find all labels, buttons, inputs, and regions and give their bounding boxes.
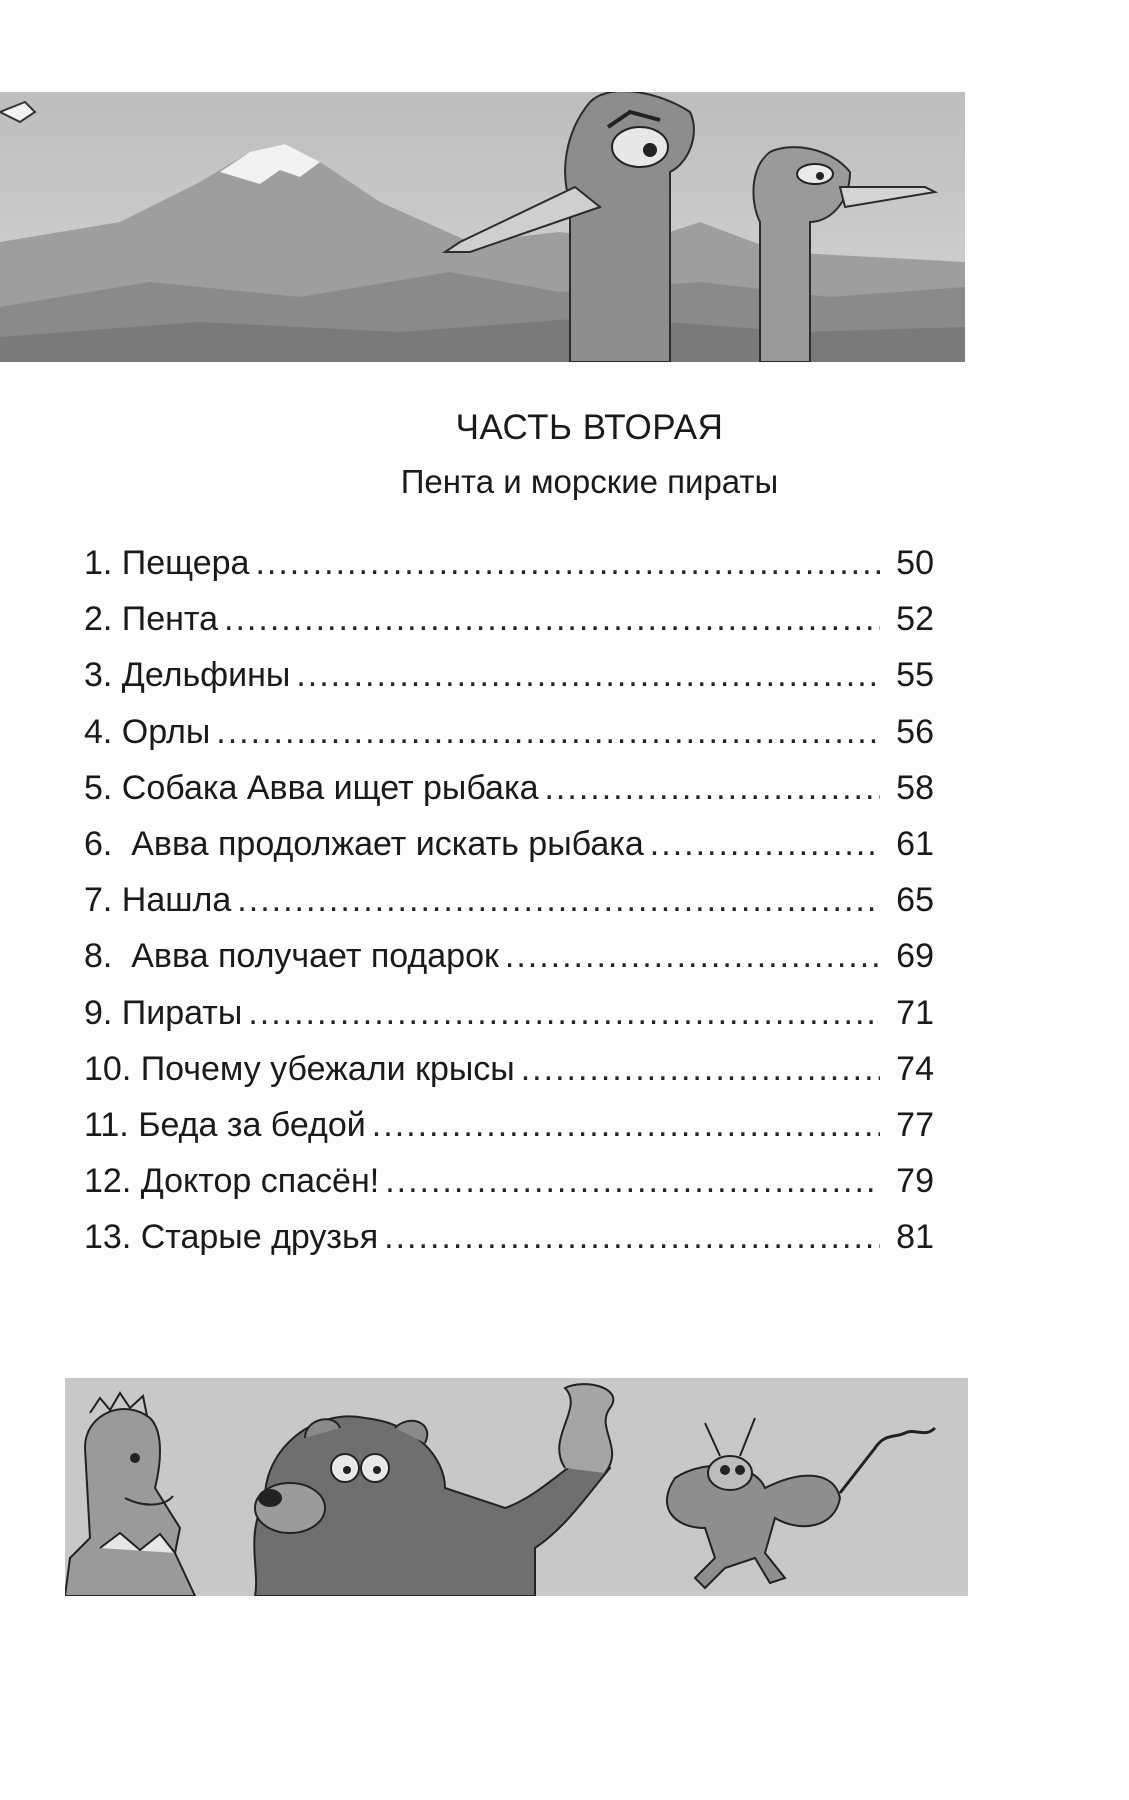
toc-entry-page: 55	[896, 656, 934, 695]
toc-entry	[84, 1041, 934, 1097]
dot-leader	[385, 1153, 880, 1209]
toc-entry-title: 6. Авва продолжает искать рыбака	[84, 824, 644, 863]
toc-entry-page: 50	[896, 544, 934, 582]
bottom-illustration	[65, 1378, 968, 1596]
dot-leader	[248, 985, 880, 1041]
toc-entry-page: 77	[896, 1105, 934, 1144]
toc-entry-page: 52	[896, 600, 934, 639]
toc-entry-page: 69	[896, 937, 934, 976]
toc-entry	[84, 704, 934, 760]
dot-leader	[505, 928, 880, 984]
toc-entry	[84, 985, 934, 1041]
toc-entry-page: 71	[896, 993, 934, 1032]
toc-entry	[84, 928, 934, 984]
toc-entry-title: 11. Беда за бедой	[84, 1105, 366, 1144]
part-title: ЧАСТЬ ВТОРАЯ	[455, 408, 724, 447]
toc-entry-page: 79	[896, 1162, 934, 1201]
toc-entry	[84, 760, 934, 816]
toc-entry	[84, 1097, 934, 1153]
toc-entry-title: 4. Орлы	[84, 712, 211, 751]
dot-leader	[224, 591, 880, 647]
dot-leader	[372, 1097, 880, 1153]
toc-entry-page: 56	[896, 712, 934, 751]
dot-leader	[255, 535, 880, 591]
toc-entry-page: 81	[896, 1218, 934, 1257]
toc-entry-page: 65	[896, 881, 934, 920]
toc-entry-title: 5. Собака Авва ищет рыбака	[84, 768, 539, 807]
toc-entry	[84, 1209, 934, 1265]
dot-leader	[216, 704, 880, 760]
toc-entry-title: 13. Старые друзья	[84, 1218, 379, 1257]
toc-entry	[84, 647, 934, 703]
dot-leader	[650, 816, 880, 872]
dot-leader	[544, 760, 880, 816]
dot-leader	[296, 647, 880, 703]
part-subtitle: Пента и морские пираты	[400, 463, 779, 500]
dot-leader	[521, 1041, 880, 1097]
toc-entry-title: 10. Почему убежали крысы	[84, 1049, 515, 1088]
toc-entry	[84, 1153, 934, 1209]
toc-entry-page: 74	[896, 1049, 934, 1088]
toc-entry	[84, 535, 934, 591]
toc-entry	[84, 816, 934, 872]
toc-entry-page: 58	[896, 768, 934, 807]
toc-entry-title: 1. Пещера	[84, 544, 250, 582]
toc-entry-title: 2. Пента	[84, 600, 219, 639]
dot-leader	[237, 872, 880, 928]
toc-entry	[84, 591, 934, 647]
toc-entry-title: 8. Авва получает подарок	[84, 937, 499, 976]
toc-entry-title: 9. Пираты	[84, 993, 243, 1032]
toc-entry-page: 61	[896, 824, 934, 863]
toc-entry-title: 3. Дельфины	[84, 656, 291, 695]
toc-entry-title: 7. Нашла	[84, 881, 232, 920]
dot-leader	[384, 1209, 880, 1265]
table-of-contents	[84, 535, 934, 1265]
top-illustration	[0, 92, 965, 362]
toc-entry-title: 12. Доктор спасён!	[84, 1162, 380, 1201]
toc-entry	[84, 872, 934, 928]
